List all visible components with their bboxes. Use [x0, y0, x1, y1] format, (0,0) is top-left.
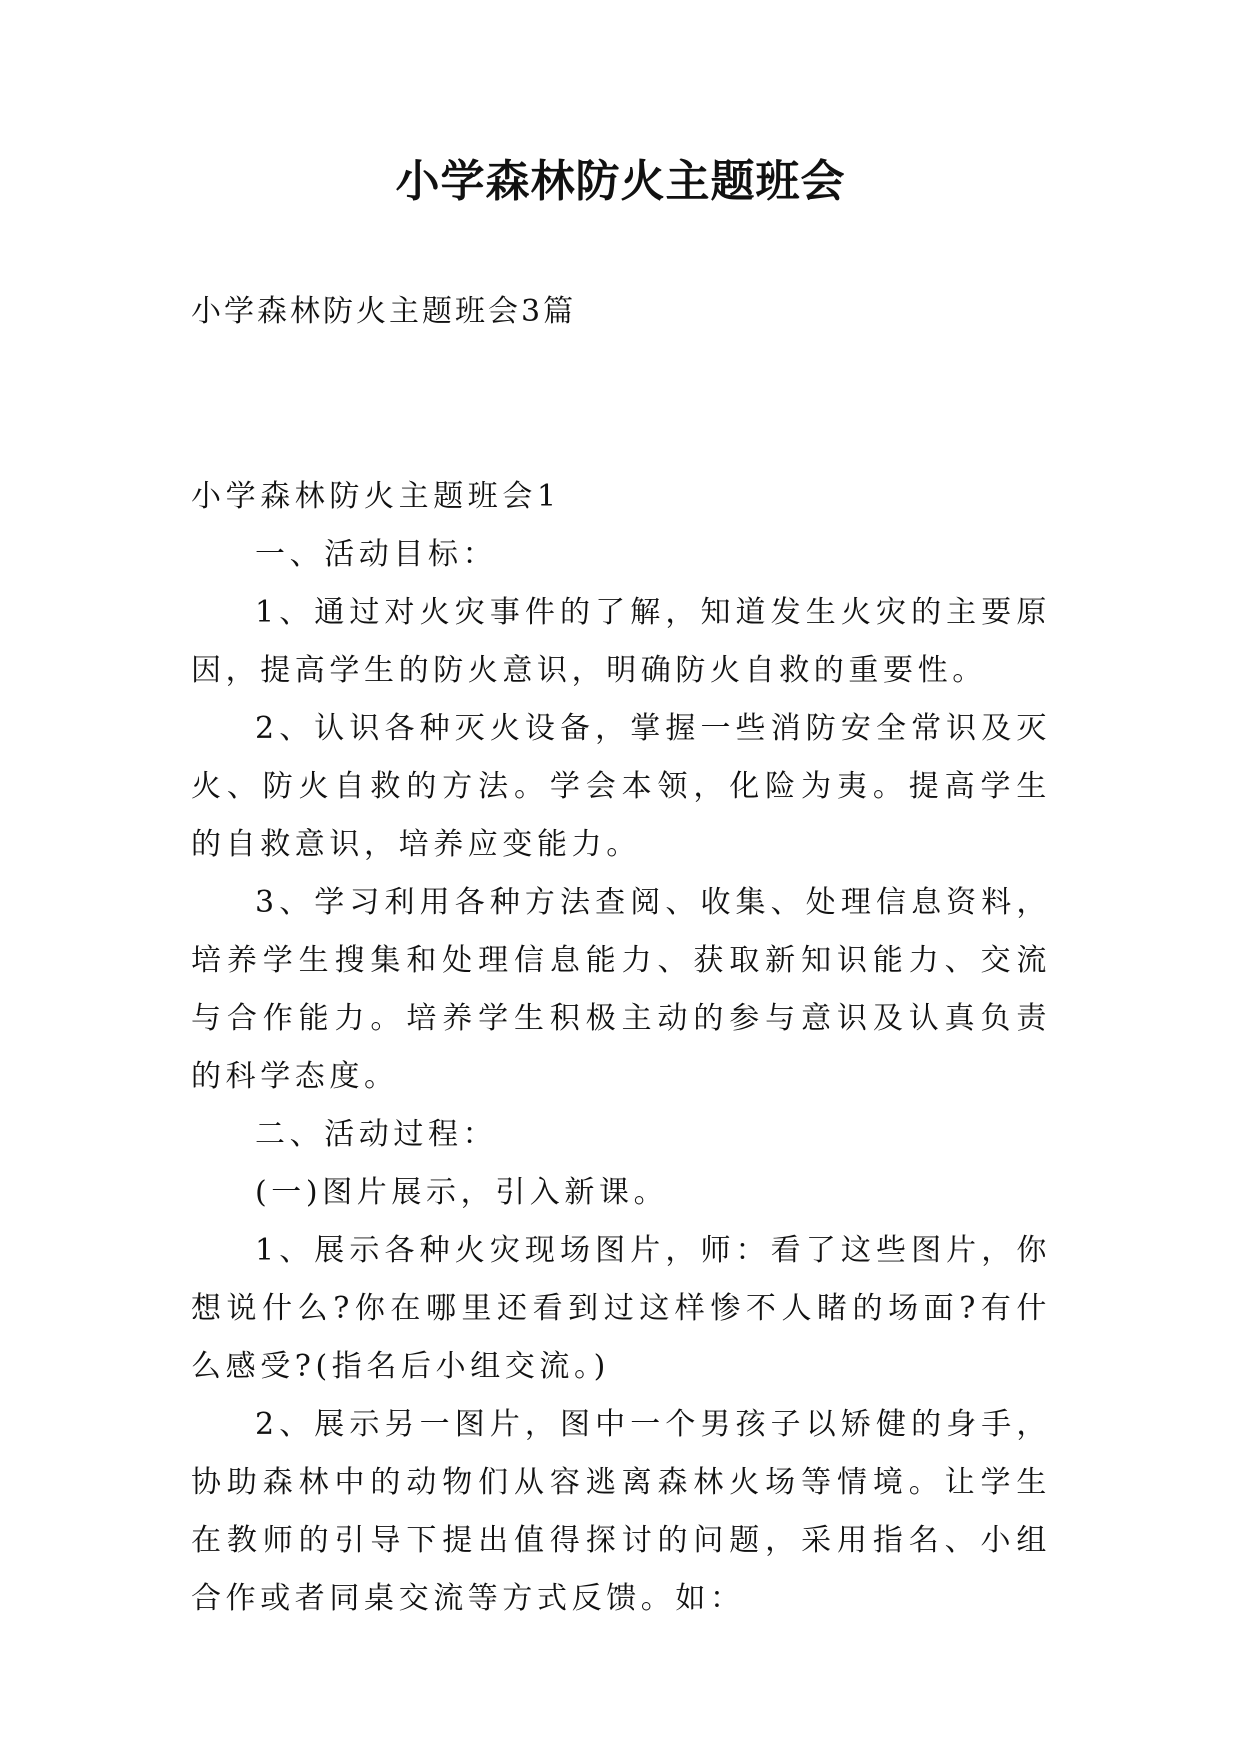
paragraph: (一)图片展示，引入新课。: [255, 1175, 669, 1210]
paragraph: 3、学习利用各种方法查阅、收集、处理信息资料，培养学生搜集和处理信息能力、获取新知识能力、交流与合作能力。培养学生积极主动的参与意识及认真负责的科学态度。: [191, 885, 1051, 1094]
section-heading: 小学森林防火主题班会1: [191, 479, 561, 514]
paragraph: 1、通过对火灾事件的了解，知道发生火灾的主要原因，提高学生的防火意识，明确防火自救的重要性。: [191, 595, 1051, 688]
paragraph: 2、展示另一图片，图中一个男孩子以矫健的身手，协助森林中的动物们从容逃离森林火场等情境。让学生在教师的引导下提出值得探讨的问题，采用指名、小组合作或者同桌交流等方式反馈。如：: [191, 1407, 1051, 1616]
document-subtitle: 小学森林防火主题班会3篇: [191, 294, 577, 329]
paragraph: 一、活动目标：: [255, 537, 498, 572]
document-title: 小学森林防火主题班会: [395, 156, 846, 207]
paragraph: 1、展示各种火灾现场图片，师：看了这些图片，你想说什么?你在哪里还看到过这样惨不人睹的场面?有什么感受?(指名后小组交流。): [191, 1233, 1051, 1384]
document-body: [191, 468, 1051, 1628]
paragraph: 二、活动过程：: [255, 1117, 498, 1152]
paragraph: 2、认识各种灭火设备，掌握一些消防安全常识及灭火、防火自救的方法。学会本领，化险为夷。提高学生的自救意识，培养应变能力。: [191, 711, 1051, 862]
